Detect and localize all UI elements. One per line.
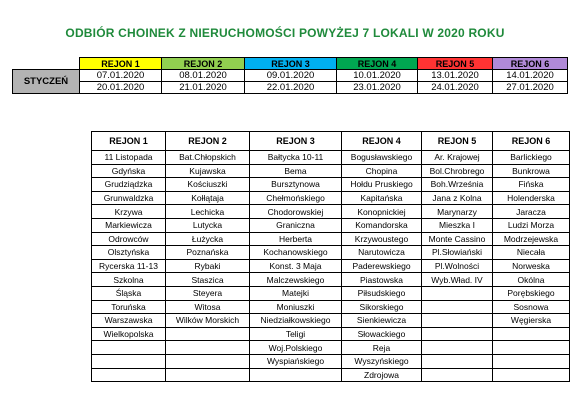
street-cell: Woj.Polskiego (250, 341, 342, 355)
date-cell: 13.01.2020 (418, 70, 493, 82)
region-header-5: REJON 5 (418, 58, 493, 70)
street-cell (422, 286, 493, 300)
street-cell (493, 368, 570, 382)
street-cell: Holenderska (493, 191, 570, 205)
street-cell: Jana z Kolna (422, 191, 493, 205)
street-cell: Łużycka (166, 232, 250, 246)
street-cell: Sienkiewicza (342, 314, 422, 328)
corner-cell (13, 58, 80, 70)
street-cell: Wyb.Wład. IV (422, 273, 493, 287)
street-cell: Bat.Chłopskich (166, 151, 250, 165)
table-row (92, 191, 570, 205)
street-cell (422, 354, 493, 368)
date-cell: 09.01.2020 (245, 70, 337, 82)
street-cell (422, 314, 493, 328)
region-header-2: REJON 2 (162, 58, 245, 70)
collection-schedule-table (12, 57, 568, 94)
street-cell: Staszica (166, 273, 250, 287)
street-cell: Odrowców (92, 232, 166, 246)
street-cell: Boh.Września (422, 178, 493, 192)
street-cell: Kołłątaja (166, 191, 250, 205)
street-cell: Markiewicza (92, 218, 166, 232)
street-cell: Wielkopolska (92, 327, 166, 341)
street-cell: Bema (250, 164, 342, 178)
street-cell: Zdrojowa (342, 368, 422, 382)
street-header-1: REJON 1 (92, 132, 166, 151)
street-cell (250, 368, 342, 382)
street-cell: Bogusławskiego (342, 151, 422, 165)
date-cell: 14.01.2020 (493, 70, 568, 82)
street-cell: Kochanowskiego (250, 246, 342, 260)
date-cell: 27.01.2020 (493, 82, 568, 94)
street-cell: Lutycka (166, 218, 250, 232)
table-row (92, 368, 570, 382)
street-cell: Niecała (493, 246, 570, 260)
street-cell (166, 368, 250, 382)
street-cell: Rycerska 11-13 (92, 259, 166, 273)
street-cell: Paderewskiego (342, 259, 422, 273)
street-cell: Reja (342, 341, 422, 355)
street-cell: Krzywoustego (342, 232, 422, 246)
street-header-5: REJON 5 (422, 132, 493, 151)
street-cell: Olsztyńska (92, 246, 166, 260)
street-cell: Teligi (250, 327, 342, 341)
street-cell (493, 341, 570, 355)
street-cell (92, 354, 166, 368)
page-title: ODBIÓR CHOINEK Z NIERUCHOMOŚCI POWYŻEJ 7 LOKALI W 2020 ROKU (65, 26, 505, 40)
street-cell: Chodorowskiej (250, 205, 342, 219)
street-cell: Sikorskiego (342, 300, 422, 314)
street-cell: Kościuszki (166, 178, 250, 192)
street-cell: Pl.Wolności (422, 259, 493, 273)
street-cell: Szkolna (92, 273, 166, 287)
street-cell: Grunwaldzka (92, 191, 166, 205)
street-cell: Krzywa (92, 205, 166, 219)
table-row (92, 178, 570, 192)
street-cell: Wyszyńskiego (342, 354, 422, 368)
street-cell: Poznańska (166, 246, 250, 260)
street-cell: Kujawska (166, 164, 250, 178)
table-row (92, 341, 570, 355)
street-cell: Piłsudskiego (342, 286, 422, 300)
table-row (92, 164, 570, 178)
street-cell: Ar. Krajowej (422, 151, 493, 165)
date-cell: 24.01.2020 (418, 82, 493, 94)
street-cell: Matejki (250, 286, 342, 300)
table-row (92, 151, 570, 165)
street-cell: Porębskiego (493, 286, 570, 300)
region-header-1: REJON 1 (80, 58, 162, 70)
street-list-table (91, 131, 570, 382)
date-cell: 08.01.2020 (162, 70, 245, 82)
street-cell: Bursztynowa (250, 178, 342, 192)
street-cell: Wyspiańskiego (250, 354, 342, 368)
street-cell (92, 341, 166, 355)
street-cell (166, 354, 250, 368)
date-row-2 (13, 82, 568, 94)
street-cell: Fińska (493, 178, 570, 192)
street-cell (166, 327, 250, 341)
date-cell: 22.01.2020 (245, 82, 337, 94)
street-cell (166, 341, 250, 355)
street-cell: Gdyńska (92, 164, 166, 178)
table-row (92, 286, 570, 300)
street-cell: Słowackiego (342, 327, 422, 341)
street-cell: Marynarzy (422, 205, 493, 219)
date-row-1 (13, 70, 568, 82)
street-cell: Toruńska (92, 300, 166, 314)
street-cell: Hołdu Pruskiego (342, 178, 422, 192)
street-cell: Bałtycka 10-11 (250, 151, 342, 165)
street-cell: Malczewskiego (250, 273, 342, 287)
street-cell: Lechicka (166, 205, 250, 219)
street-cell: Norweska (493, 259, 570, 273)
date-cell: 20.01.2020 (80, 82, 162, 94)
street-cell: Wilków Morskich (166, 314, 250, 328)
street-header-6: REJON 6 (493, 132, 570, 151)
table-row (92, 314, 570, 328)
table-row (92, 232, 570, 246)
table-row (92, 327, 570, 341)
street-cell: Jaracza (493, 205, 570, 219)
date-cell: 10.01.2020 (337, 70, 418, 82)
street-cell: Witosa (166, 300, 250, 314)
table-row (92, 300, 570, 314)
street-cell: Warszawska (92, 314, 166, 328)
street-cell: Grudziądzka (92, 178, 166, 192)
street-cell: Herberta (250, 232, 342, 246)
table-row (92, 205, 570, 219)
month-label: STYCZEŃ (13, 70, 80, 94)
street-header-3: REJON 3 (250, 132, 342, 151)
street-cell: Konopnickiej (342, 205, 422, 219)
street-header-4: REJON 4 (342, 132, 422, 151)
region-header-4: REJON 4 (337, 58, 418, 70)
table-row (92, 354, 570, 368)
street-cell: Barlickiego (493, 151, 570, 165)
street-cell: Piastowska (342, 273, 422, 287)
street-cell: Rybaki (166, 259, 250, 273)
street-cell (422, 327, 493, 341)
street-cell: Kapitańska (342, 191, 422, 205)
street-cell: Mieszka I (422, 218, 493, 232)
street-cell: Sosnowa (493, 300, 570, 314)
street-cell (92, 368, 166, 382)
region-header-6: REJON 6 (493, 58, 568, 70)
date-cell: 07.01.2020 (80, 70, 162, 82)
street-cell: Moniuszki (250, 300, 342, 314)
street-cell: Chopina (342, 164, 422, 178)
street-cell (493, 354, 570, 368)
street-cell (422, 368, 493, 382)
street-cell: Okólna (493, 273, 570, 287)
street-cell: Modrzejewska (493, 232, 570, 246)
street-cell: Węgierska (493, 314, 570, 328)
street-header-row (92, 132, 570, 151)
date-cell: 23.01.2020 (337, 82, 418, 94)
street-cell: Monte Cassino (422, 232, 493, 246)
street-cell: Pl.Słowiański (422, 246, 493, 260)
street-cell: Bunkrowa (493, 164, 570, 178)
street-cell: Śląska (92, 286, 166, 300)
street-cell: Narutowicza (342, 246, 422, 260)
street-cell (493, 327, 570, 341)
date-cell: 21.01.2020 (162, 82, 245, 94)
table-row (92, 218, 570, 232)
street-cell: Graniczna (250, 218, 342, 232)
region-header-3: REJON 3 (245, 58, 337, 70)
street-cell: 11 Listopada (92, 151, 166, 165)
street-cell: Ludzi Morza (493, 218, 570, 232)
street-cell: Komandorska (342, 218, 422, 232)
street-cell: Steyera (166, 286, 250, 300)
table-row (92, 273, 570, 287)
table-row (92, 246, 570, 260)
street-cell: Konst. 3 Maja (250, 259, 342, 273)
table-row (92, 259, 570, 273)
street-cell (422, 300, 493, 314)
street-cell: Chełmońskiego (250, 191, 342, 205)
street-cell (422, 341, 493, 355)
street-cell: Niedziałkowskiego (250, 314, 342, 328)
street-header-2: REJON 2 (166, 132, 250, 151)
region-header-row (13, 58, 568, 70)
street-cell: Bol.Chrobrego (422, 164, 493, 178)
